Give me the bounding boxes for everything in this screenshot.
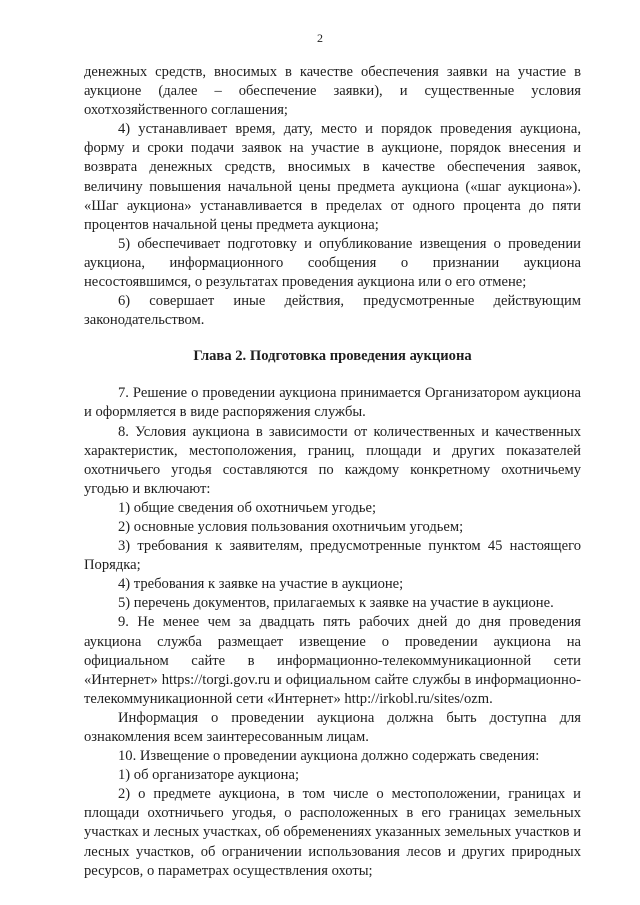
paragraph: 10. Извещение о проведении аукциона должно содержать сведения: — [118, 748, 540, 765]
paragraph: 1) об организаторе аукциона; — [118, 767, 300, 784]
paragraph: 2) основные условия пользования охотничьим угодьем; — [118, 518, 464, 535]
paragraph: 8. Условия аукциона в зависимости от количественных и качественных характеристик, местоположения, границ, площади и других показателей охотничьего угодья составляются по каждому конкретному охотничьему угодью и включают: — [84, 423, 581, 497]
paragraph: 6) совершает иные действия, предусмотренные действующим законодательством. — [84, 293, 581, 329]
paragraph: 5) обеспечивает подготовку и опубликование извещения о проведении аукциона, информационного сообщения о признании аукциона несостоявшимся, о результатах проведения аукциона или о его отмене; — [84, 235, 581, 291]
paragraphs-bottom-block — [84, 384, 581, 880]
paragraph: 4) устанавливает время, дату, место и порядок проведения аукциона, форму и сроки подачи заявок на участие в аукционе, порядок внесения и возврата денежных средств, вносимых в качестве обеспечения заявок, величину повышения начальной цены предмета аукциона («шаг аукциона»). «Шаг аукциона» устанавливается в пределах от одного процента до пяти процентов начальной цены предмета аукциона; — [84, 121, 581, 233]
paragraph: 7. Решение о проведении аукциона принимается Организатором аукциона и оформляется в виде распоряжения службы. — [84, 385, 581, 421]
paragraph: 9. Не менее чем за двадцать пять рабочих дней до дня проведения аукциона служба размещает извещение о проведении аукциона на официальном сайте в информационно-телекоммуникационной сети «Интернет» https://torgi.gov.ru и официальном сайте службы в информационно-телекоммуникационной сети «Интернет» http://irkobl.ru/sites/ozm. — [84, 614, 581, 707]
document-body — [84, 63, 581, 881]
page-number: 2 — [317, 31, 323, 45]
chapter-heading: Глава 2. Подготовка проведения аукциона — [193, 348, 472, 365]
paragraph: 2) о предмете аукциона, в том числе о местоположении, границах и площади охотничьего угодья, о расположенных в его границах земельных участках и лесных участках, об обременениях указанных земельных участков и лесных участков, об ограничении использования лесов и других природных ресурсов, о параметрах осуществления охоты; — [84, 786, 581, 879]
paragraphs-top-block — [84, 63, 581, 330]
paragraph: 4) требования к заявке на участие в аукционе; — [118, 576, 404, 593]
paragraph: 1) общие сведения об охотничьем угодье; — [118, 499, 377, 516]
paragraph: 3) требования к заявителям, предусмотренные пунктом 45 настоящего Порядка; — [84, 538, 581, 574]
paragraph: 5) перечень документов, прилагаемых к заявке на участие в аукционе. — [118, 595, 554, 612]
paragraph: Информация о проведении аукциона должна быть доступна для ознакомления всем заинтересованным лицам. — [84, 709, 581, 745]
paragraph: денежных средств, вносимых в качестве обеспечения заявки на участие в аукционе (далее – обеспечение заявки), и существенные условия охотхозяйственного соглашения; — [84, 64, 581, 119]
